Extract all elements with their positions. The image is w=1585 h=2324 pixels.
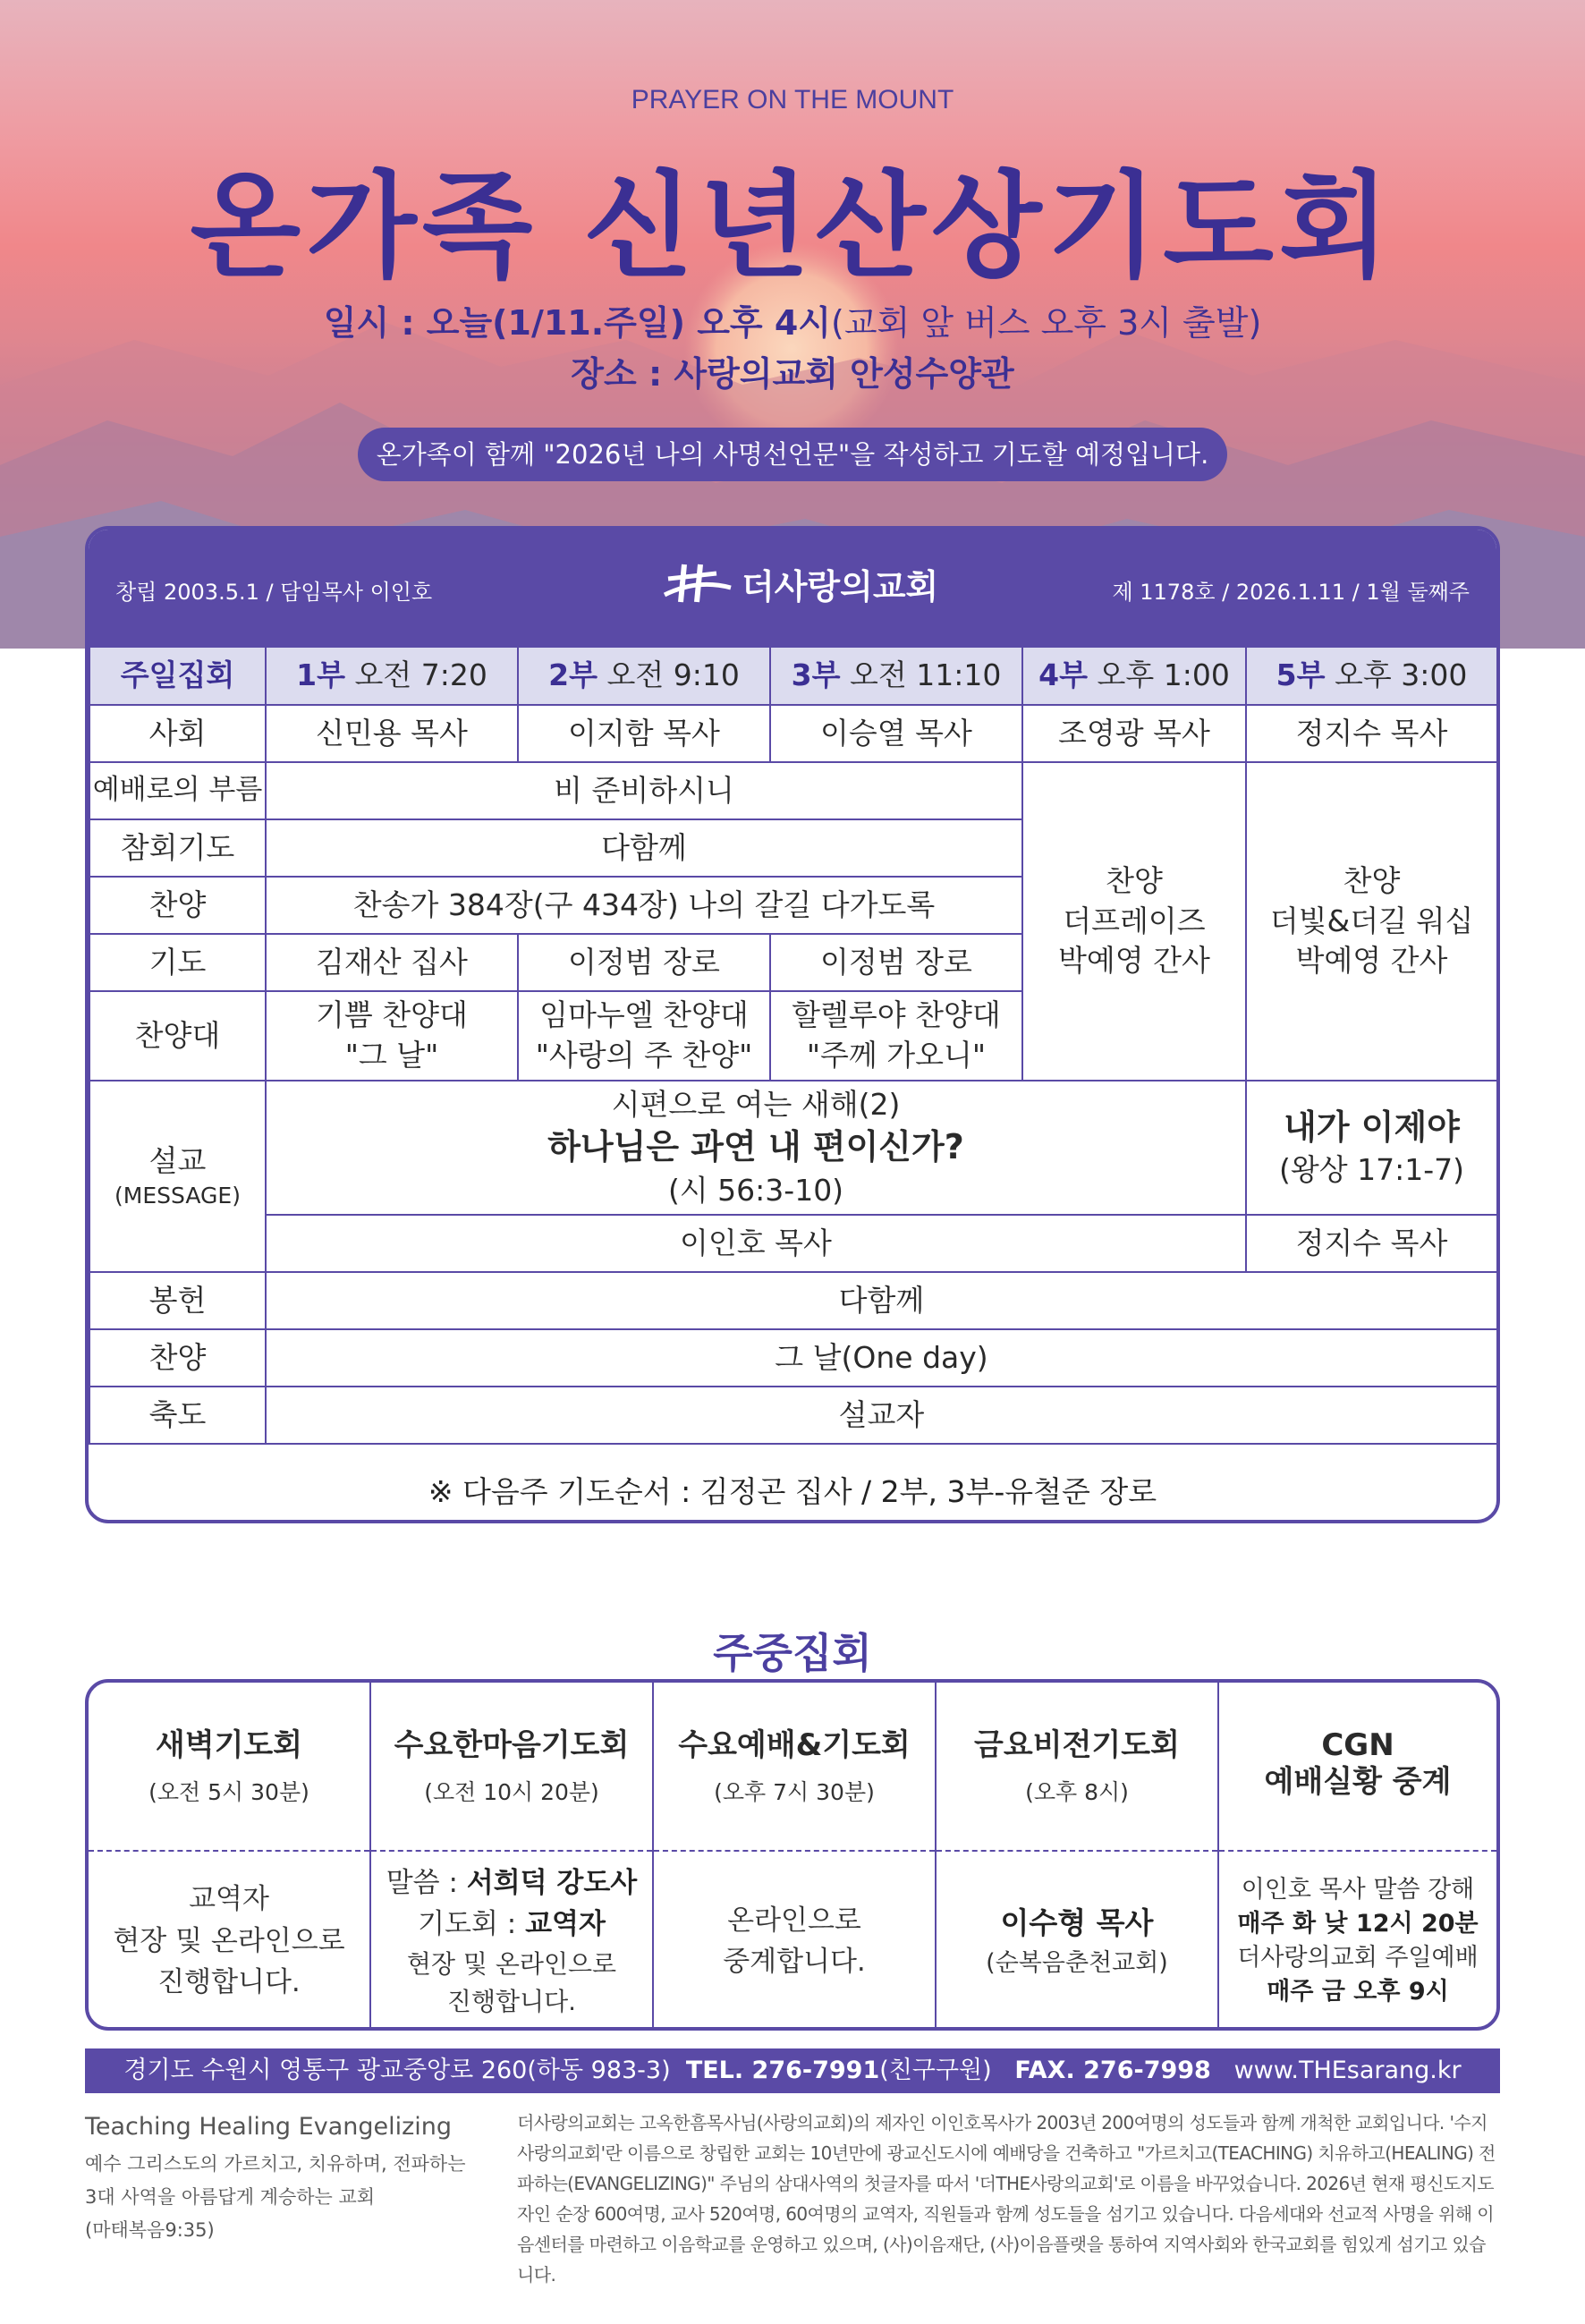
weekly-item-dawn: 새벽기도회 (오전 5시 30분) 교역자 현장 및 온라인으로 진행합니다. <box>89 1683 371 2027</box>
table-row-host <box>89 705 1497 762</box>
event-date-line <box>0 295 1585 344</box>
worship-bulletin-card <box>85 526 1500 1523</box>
event-place: 장소 : 사랑의교회 안성수양관 <box>571 354 1014 394</box>
row-label: 찬양 <box>89 877 266 934</box>
header-service-5: 5부 오후 3:00 <box>1246 647 1497 705</box>
row-label: 예배로의 부름 <box>89 762 266 819</box>
weekly-meetings-box <box>85 1679 1500 2031</box>
praise-cell-service-5: 찬양 더빛&더길 워십 박예영 간사 <box>1246 762 1497 1081</box>
table-row-offering <box>89 1272 1497 1329</box>
weekly-item-wed-morning: 수요한마음기도회 (오전 10시 20분) 말씀 : 서희덕 강도사 기도회 : 교역자 현장 및 온라인으로 진행합니다. <box>371 1683 654 2027</box>
weekly-item-time: (오후 8시) <box>1025 1778 1129 1805</box>
host-cell: 이지함 목사 <box>518 705 770 762</box>
row-label: 찬양 <box>89 1329 266 1387</box>
sermon-cell-service-5 <box>1246 1081 1497 1215</box>
choir-cell: 임마누엘 찬양대 "사랑의 주 찬양" <box>518 991 770 1081</box>
church-history-text: 더사랑의교회는 고옥한흠목사님(사랑의교회)의 제자인 이인호목사가 2003년 200여명의 성도들과 함께 개척한 교회입니다. '수지사랑의교회'란 이름으로 창립한 교회는 10년만에 광교신도시에 예배당을 건축하고 "가르치고(TEACHING) 치유하고(HEALING) 전파하는(EVANGELIZING)" 주님의 삼대사역의 첫글자를 따서 '더THE사랑의교회'로 이름을 바꾸었습니다. 2026년 현재 평신도지도자인 순장 600여명, 교사 520여명, 60여명의 교역자, 직원들과 함께 성도들을 섬기고 있습니다. 다음세대와 선교적 사명을 위해 이음센터를 마련하고 이음학교를 운영하고 있으며, (사)이음재단, (사)이음플랫을 통하여 지역사회와 한국교회를 힘있게 섬기고 있습니다. <box>517 2112 1496 2286</box>
sermon-title: 하나님은 과연 내 편이신가? <box>547 1127 964 1167</box>
choir-cell: 할렐루야 찬양대 "주께 가오니" <box>770 991 1022 1081</box>
weekly-item-friday: 금요비전기도회 (오후 8시) 이수형 목사 (순복음춘천교회) <box>937 1683 1219 2027</box>
bulletin-header <box>89 530 1496 646</box>
header-service-1: 1부 오전 7:20 <box>266 647 518 705</box>
header-service-3: 3부 오전 11:10 <box>770 647 1022 705</box>
weekly-item-cgn: CGN 예배실황 중계 이인호 목사 말씀 강해 매주 화 낮 12시 20분 더사랑의교회 주일예배 매주 금 오후 9시 <box>1219 1683 1496 2027</box>
motto-english: Teaching Healing Evangelizing <box>85 2113 453 2141</box>
announcement-pill: 온가족이 함께 "2026년 나의 사명선언문"을 작성하고 기도할 예정입니다. <box>358 428 1227 481</box>
weekly-item-name: CGN 예배실황 중계 <box>1264 1727 1452 1800</box>
host-cell: 이승열 목사 <box>770 705 1022 762</box>
church-logo <box>661 556 938 610</box>
praise-cell-service-4: 찬양 더프레이즈 박예영 간사 <box>1022 762 1246 1081</box>
weekly-meetings-title: 주중집회 <box>713 1629 872 1677</box>
row-label-sermon: 설교 (MESSAGE) <box>89 1081 266 1272</box>
sermon-cell <box>266 1081 1246 1215</box>
church-logo-icon <box>661 561 733 606</box>
sermon-series: 시편으로 여는 새해(2) <box>611 1086 901 1122</box>
row-label: 기도 <box>89 934 266 991</box>
offering-cell: 다함께 <box>266 1272 1497 1329</box>
header-label: 주일집회 <box>89 647 266 705</box>
hymn-cell: 찬송가 384장(구 434장) 나의 갈길 다가도록 <box>266 877 1022 934</box>
founding-info: 창립 2003.5.1 / 담임목사 이인호 <box>115 580 433 605</box>
choir-cell: 기쁨 찬양대 "그 날" <box>266 991 518 1081</box>
preacher-cell-service-5: 정지수 목사 <box>1246 1215 1497 1272</box>
issue-info: 제 1178호 / 2026.1.11 / 1월 둘째주 <box>1112 580 1470 605</box>
website-link[interactable]: www.THEsarang.kr <box>1233 2057 1462 2084</box>
prayer-cell: 김재산 집사 <box>266 934 518 991</box>
host-cell: 정지수 목사 <box>1246 705 1497 762</box>
weekly-item-time: (오전 10시 20분) <box>424 1778 599 1805</box>
header-service-4: 4부 오후 1:00 <box>1022 647 1246 705</box>
row-label: 축도 <box>89 1387 266 1444</box>
table-header-row <box>89 647 1497 705</box>
event-date: 일시 : 오늘(1/11.주일) 오후 4시 <box>323 303 831 343</box>
weekly-item-name: 수요한마음기도회 <box>394 1727 630 1763</box>
page-title: 온가족 신년산상기도회 <box>190 160 1395 293</box>
confession-cell: 다함께 <box>266 819 1022 877</box>
table-row-blessing <box>89 1387 1497 1444</box>
kicker-text: PRAYER ON THE MOUNT <box>631 85 954 115</box>
header-service-2: 2부 오전 9:10 <box>518 647 770 705</box>
blessing-cell: 설교자 <box>266 1387 1497 1444</box>
church-motto: Teaching Healing Evangelizing 예수 그리스도의 가르치고, 치유하며, 전파하는 3대 사역을 아름답게 계승하는 교회 (마태복음9:35) <box>85 2113 479 2246</box>
address: 경기도 수원시 영통구 광교중앙로 260(하동 983-3) <box>123 2057 671 2084</box>
host-cell: 조영광 목사 <box>1022 705 1246 762</box>
row-label: 사회 <box>89 705 266 762</box>
host-cell: 신민용 목사 <box>266 705 518 762</box>
call-cell: 비 준비하시니 <box>266 762 1022 819</box>
table-row-praise <box>89 1329 1497 1387</box>
weekly-item-name: 새벽기도회 <box>155 1727 303 1763</box>
preacher-cell: 이인호 목사 <box>266 1215 1246 1272</box>
table-row-call <box>89 762 1497 819</box>
next-week-note: ※ 다음주 기도순서 : 김정곤 집사 / 2부, 3부-유철준 장로 <box>428 1474 1157 1509</box>
prayer-cell: 이정범 장로 <box>770 934 1022 991</box>
church-name: 더사랑의교회 <box>742 566 939 606</box>
sunday-service-table <box>89 646 1498 1445</box>
event-date-note: (교회 앞 버스 오후 3시 출발) <box>831 303 1262 343</box>
sermon5-title: 내가 이제야 <box>1284 1107 1460 1148</box>
prayer-cell: 이정범 장로 <box>518 934 770 991</box>
telephone: TEL. 276-7991 <box>685 2057 880 2084</box>
weekly-item-time: (오후 7시 30분) <box>714 1778 875 1805</box>
sermon-reference: (시 56:3-10) <box>667 1172 844 1208</box>
weekly-item-name: 수요예배&기도회 <box>678 1727 911 1763</box>
weekly-item-wed-evening: 수요예배&기도회 (오후 7시 30분) 온라인으로 중계합니다. <box>654 1683 937 2027</box>
table-row-sermon <box>89 1081 1497 1215</box>
praise-cell: 그 날(One day) <box>266 1329 1497 1387</box>
contact-bar: 경기도 수원시 영통구 광교중앙로 260(하동 983-3) TEL. 276-7991(친구구원) FAX. 276-7998 www.THEsarang.kr <box>85 2048 1500 2093</box>
weekly-item-time: (오전 5시 30분) <box>148 1778 309 1805</box>
event-place-line <box>0 346 1585 395</box>
sermon5-reference: (왕상 17:1-7) <box>1278 1152 1464 1188</box>
row-label: 찬양대 <box>89 991 266 1081</box>
row-label: 봉헌 <box>89 1272 266 1329</box>
table-row-preacher <box>89 1215 1497 1272</box>
fax: FAX. 276-7998 <box>1014 2057 1211 2084</box>
weekly-item-name: 금요비전기도회 <box>974 1727 1180 1763</box>
row-label: 참회기도 <box>89 819 266 877</box>
